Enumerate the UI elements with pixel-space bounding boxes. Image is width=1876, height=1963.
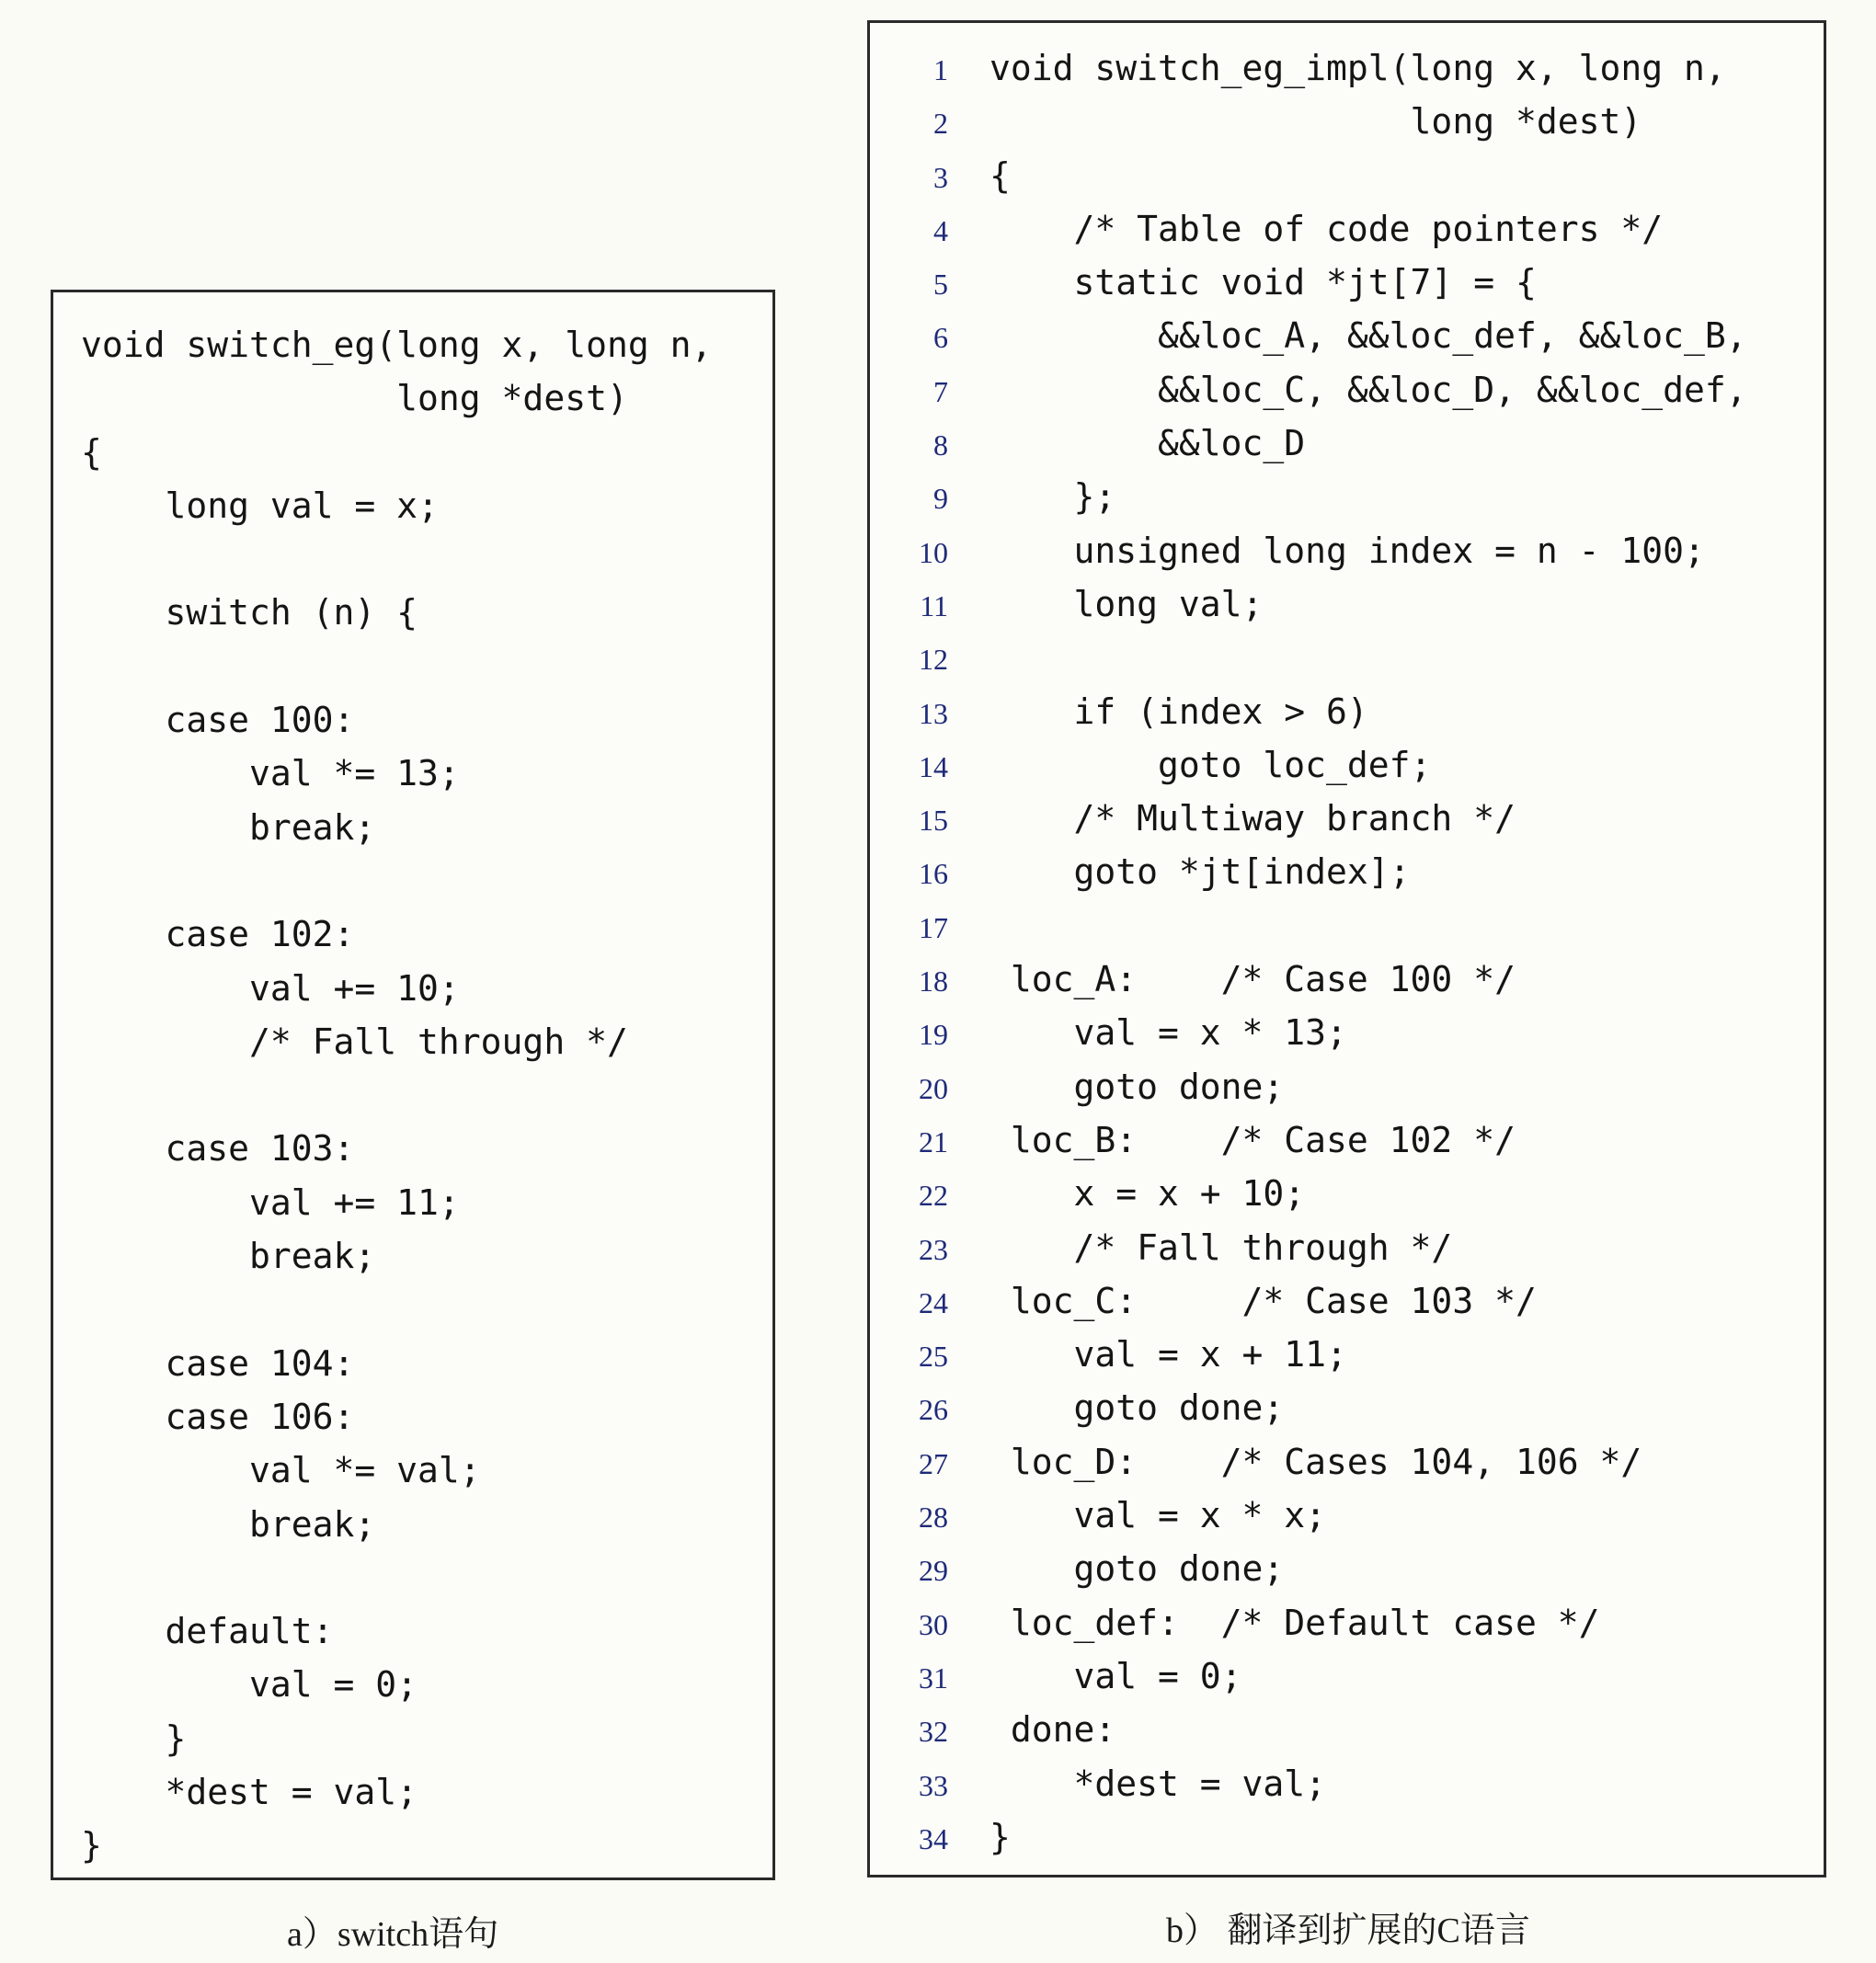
code-line: /* Fall through */ — [81, 1021, 628, 1062]
line-number: 30 — [919, 1607, 948, 1641]
code-row — [870, 470, 1747, 523]
code-row — [870, 685, 1747, 738]
line-number: 32 — [919, 1715, 948, 1749]
code-line: val = 0; — [989, 1655, 1242, 1696]
code-row — [870, 524, 1747, 577]
code-line: { — [81, 431, 102, 473]
code-row — [870, 899, 1747, 953]
code-line: void switch_eg(long x, long n, — [81, 325, 713, 365]
code-row — [870, 417, 1747, 470]
line-number: 17 — [919, 910, 948, 944]
code-line: break; — [81, 806, 376, 848]
code-line: &&loc_A, &&loc_def, &&loc_B, — [989, 315, 1747, 357]
code-row — [870, 256, 1747, 309]
code-line: x = x + 10; — [989, 1173, 1306, 1215]
code-line: } — [989, 1816, 1011, 1857]
code-line — [81, 1068, 712, 1122]
code-row — [870, 845, 1747, 898]
code-line: default: — [81, 1611, 334, 1652]
code-line: if (index > 6) — [989, 690, 1368, 732]
code-row — [870, 1489, 1747, 1542]
line-number: 5 — [933, 268, 948, 302]
code-block-switch — [81, 318, 712, 1873]
code-row — [870, 202, 1747, 256]
line-number: 27 — [919, 1446, 948, 1480]
code-line: &&loc_D — [989, 423, 1306, 464]
code-line: /* Fall through */ — [989, 1227, 1453, 1268]
line-number: 21 — [919, 1124, 948, 1158]
code-line: case 100: — [81, 700, 355, 741]
code-line: long val = x; — [81, 485, 439, 526]
code-row — [870, 1810, 1747, 1864]
code-line: *dest = val; — [81, 1772, 418, 1813]
caption-a: a）switch语句 — [287, 1915, 499, 1954]
code-line: case 104: — [81, 1342, 355, 1384]
line-number: 6 — [933, 321, 948, 355]
code-line: goto done; — [989, 1548, 1285, 1590]
code-row — [870, 1649, 1747, 1703]
code-line: goto loc_def; — [989, 744, 1432, 785]
line-number: 11 — [920, 588, 948, 622]
code-line: loc_A: /* Case 100 */ — [989, 959, 1516, 1000]
code-row — [870, 1757, 1747, 1810]
code-line — [81, 854, 712, 907]
code-line: val *= 13; — [81, 753, 460, 794]
code-row — [870, 95, 1747, 148]
line-number: 25 — [919, 1340, 948, 1374]
code-line: unsigned long index = n - 100; — [989, 530, 1705, 571]
code-row — [870, 149, 1747, 202]
line-number: 9 — [933, 482, 948, 516]
code-row — [870, 1542, 1747, 1595]
code-line: done: — [989, 1709, 1116, 1751]
line-number: 2 — [933, 107, 948, 141]
line-number: 1 — [933, 53, 948, 86]
code-line — [81, 532, 712, 586]
line-number: 4 — [933, 213, 948, 247]
code-line: loc_C: /* Case 103 */ — [989, 1280, 1537, 1321]
line-number: 10 — [919, 535, 948, 569]
code-line: } — [81, 1825, 102, 1866]
line-number: 13 — [919, 696, 948, 730]
line-number: 3 — [933, 160, 948, 194]
code-line: goto done; — [989, 1387, 1285, 1429]
code-line: val = x * x; — [989, 1495, 1327, 1536]
code-line — [81, 1551, 712, 1604]
code-row — [870, 41, 1747, 95]
line-number: 7 — [933, 374, 948, 408]
code-line: loc_B: /* Case 102 */ — [989, 1119, 1516, 1160]
line-number: 8 — [933, 428, 948, 462]
code-row — [870, 577, 1747, 631]
code-line: break; — [81, 1236, 376, 1277]
code-line: void switch_eg_impl(long x, long n, — [989, 48, 1726, 88]
code-row — [870, 1274, 1747, 1328]
code-line: case 102: — [81, 914, 355, 955]
code-row — [870, 1381, 1747, 1434]
code-line: /* Multiway branch */ — [989, 798, 1516, 839]
code-row — [870, 1703, 1747, 1756]
code-line: case 106: — [81, 1396, 355, 1437]
code-line: switch (n) { — [81, 592, 418, 633]
code-row — [870, 309, 1747, 362]
code-line — [81, 640, 712, 693]
code-row — [870, 631, 1747, 684]
code-row — [870, 1060, 1747, 1113]
code-line: } — [81, 1718, 187, 1759]
line-number: 29 — [919, 1554, 948, 1588]
code-line: long *dest) — [81, 378, 628, 419]
line-number: 22 — [919, 1179, 948, 1213]
code-line: /* Table of code pointers */ — [989, 208, 1664, 249]
code-row — [870, 792, 1747, 845]
line-number: 15 — [919, 804, 948, 838]
line-number: 18 — [919, 964, 948, 999]
code-row — [870, 363, 1747, 417]
code-line: val = x * 13; — [989, 1012, 1347, 1054]
line-number: 20 — [919, 1071, 948, 1105]
code-line: static void *jt[7] = { — [989, 262, 1537, 303]
code-line: case 103: — [81, 1128, 355, 1170]
line-number: 28 — [919, 1501, 948, 1535]
line-number: 16 — [919, 857, 948, 891]
line-number: 34 — [919, 1821, 948, 1855]
line-number: 33 — [919, 1768, 948, 1802]
code-line: loc_def: /* Default case */ — [989, 1602, 1600, 1643]
line-number: 19 — [919, 1018, 948, 1052]
code-line: val *= val; — [81, 1450, 481, 1491]
line-number: 24 — [919, 1285, 948, 1319]
code-line — [81, 1283, 712, 1336]
code-block-extended-c — [870, 41, 1747, 1864]
line-number: 31 — [919, 1661, 948, 1695]
line-number: 23 — [919, 1232, 948, 1266]
code-line: *dest = val; — [989, 1763, 1327, 1804]
code-panel-switch — [51, 290, 775, 1880]
code-line: long val; — [989, 583, 1264, 624]
line-number: 14 — [919, 749, 948, 783]
line-number: 12 — [919, 643, 948, 677]
code-row — [870, 1113, 1747, 1167]
code-line: }; — [989, 476, 1116, 518]
code-row — [870, 1006, 1747, 1059]
code-row — [870, 1328, 1747, 1381]
line-number: 26 — [919, 1393, 948, 1427]
code-panel-extended-c — [867, 20, 1826, 1877]
code-row — [870, 738, 1747, 792]
code-line: val = 0; — [81, 1664, 418, 1706]
code-line: goto *jt[index]; — [989, 851, 1411, 893]
code-row — [870, 1221, 1747, 1274]
code-line: loc_D: /* Cases 104, 106 */ — [989, 1441, 1642, 1482]
code-line: break; — [81, 1503, 376, 1545]
code-line: long *dest) — [989, 101, 1642, 143]
code-line: &&loc_C, &&loc_D, &&loc_def, — [989, 369, 1747, 410]
caption-b: b） 翻译到扩展的C语言 — [1166, 1912, 1530, 1950]
code-row — [870, 1167, 1747, 1220]
code-line: val += 11; — [81, 1181, 460, 1223]
code-row — [870, 1435, 1747, 1489]
code-row — [870, 1596, 1747, 1649]
code-line: goto done; — [989, 1066, 1285, 1107]
code-line: { — [989, 154, 1011, 196]
code-row — [870, 953, 1747, 1006]
code-line: val += 10; — [81, 967, 460, 1009]
code-line: val = x + 11; — [989, 1334, 1347, 1375]
